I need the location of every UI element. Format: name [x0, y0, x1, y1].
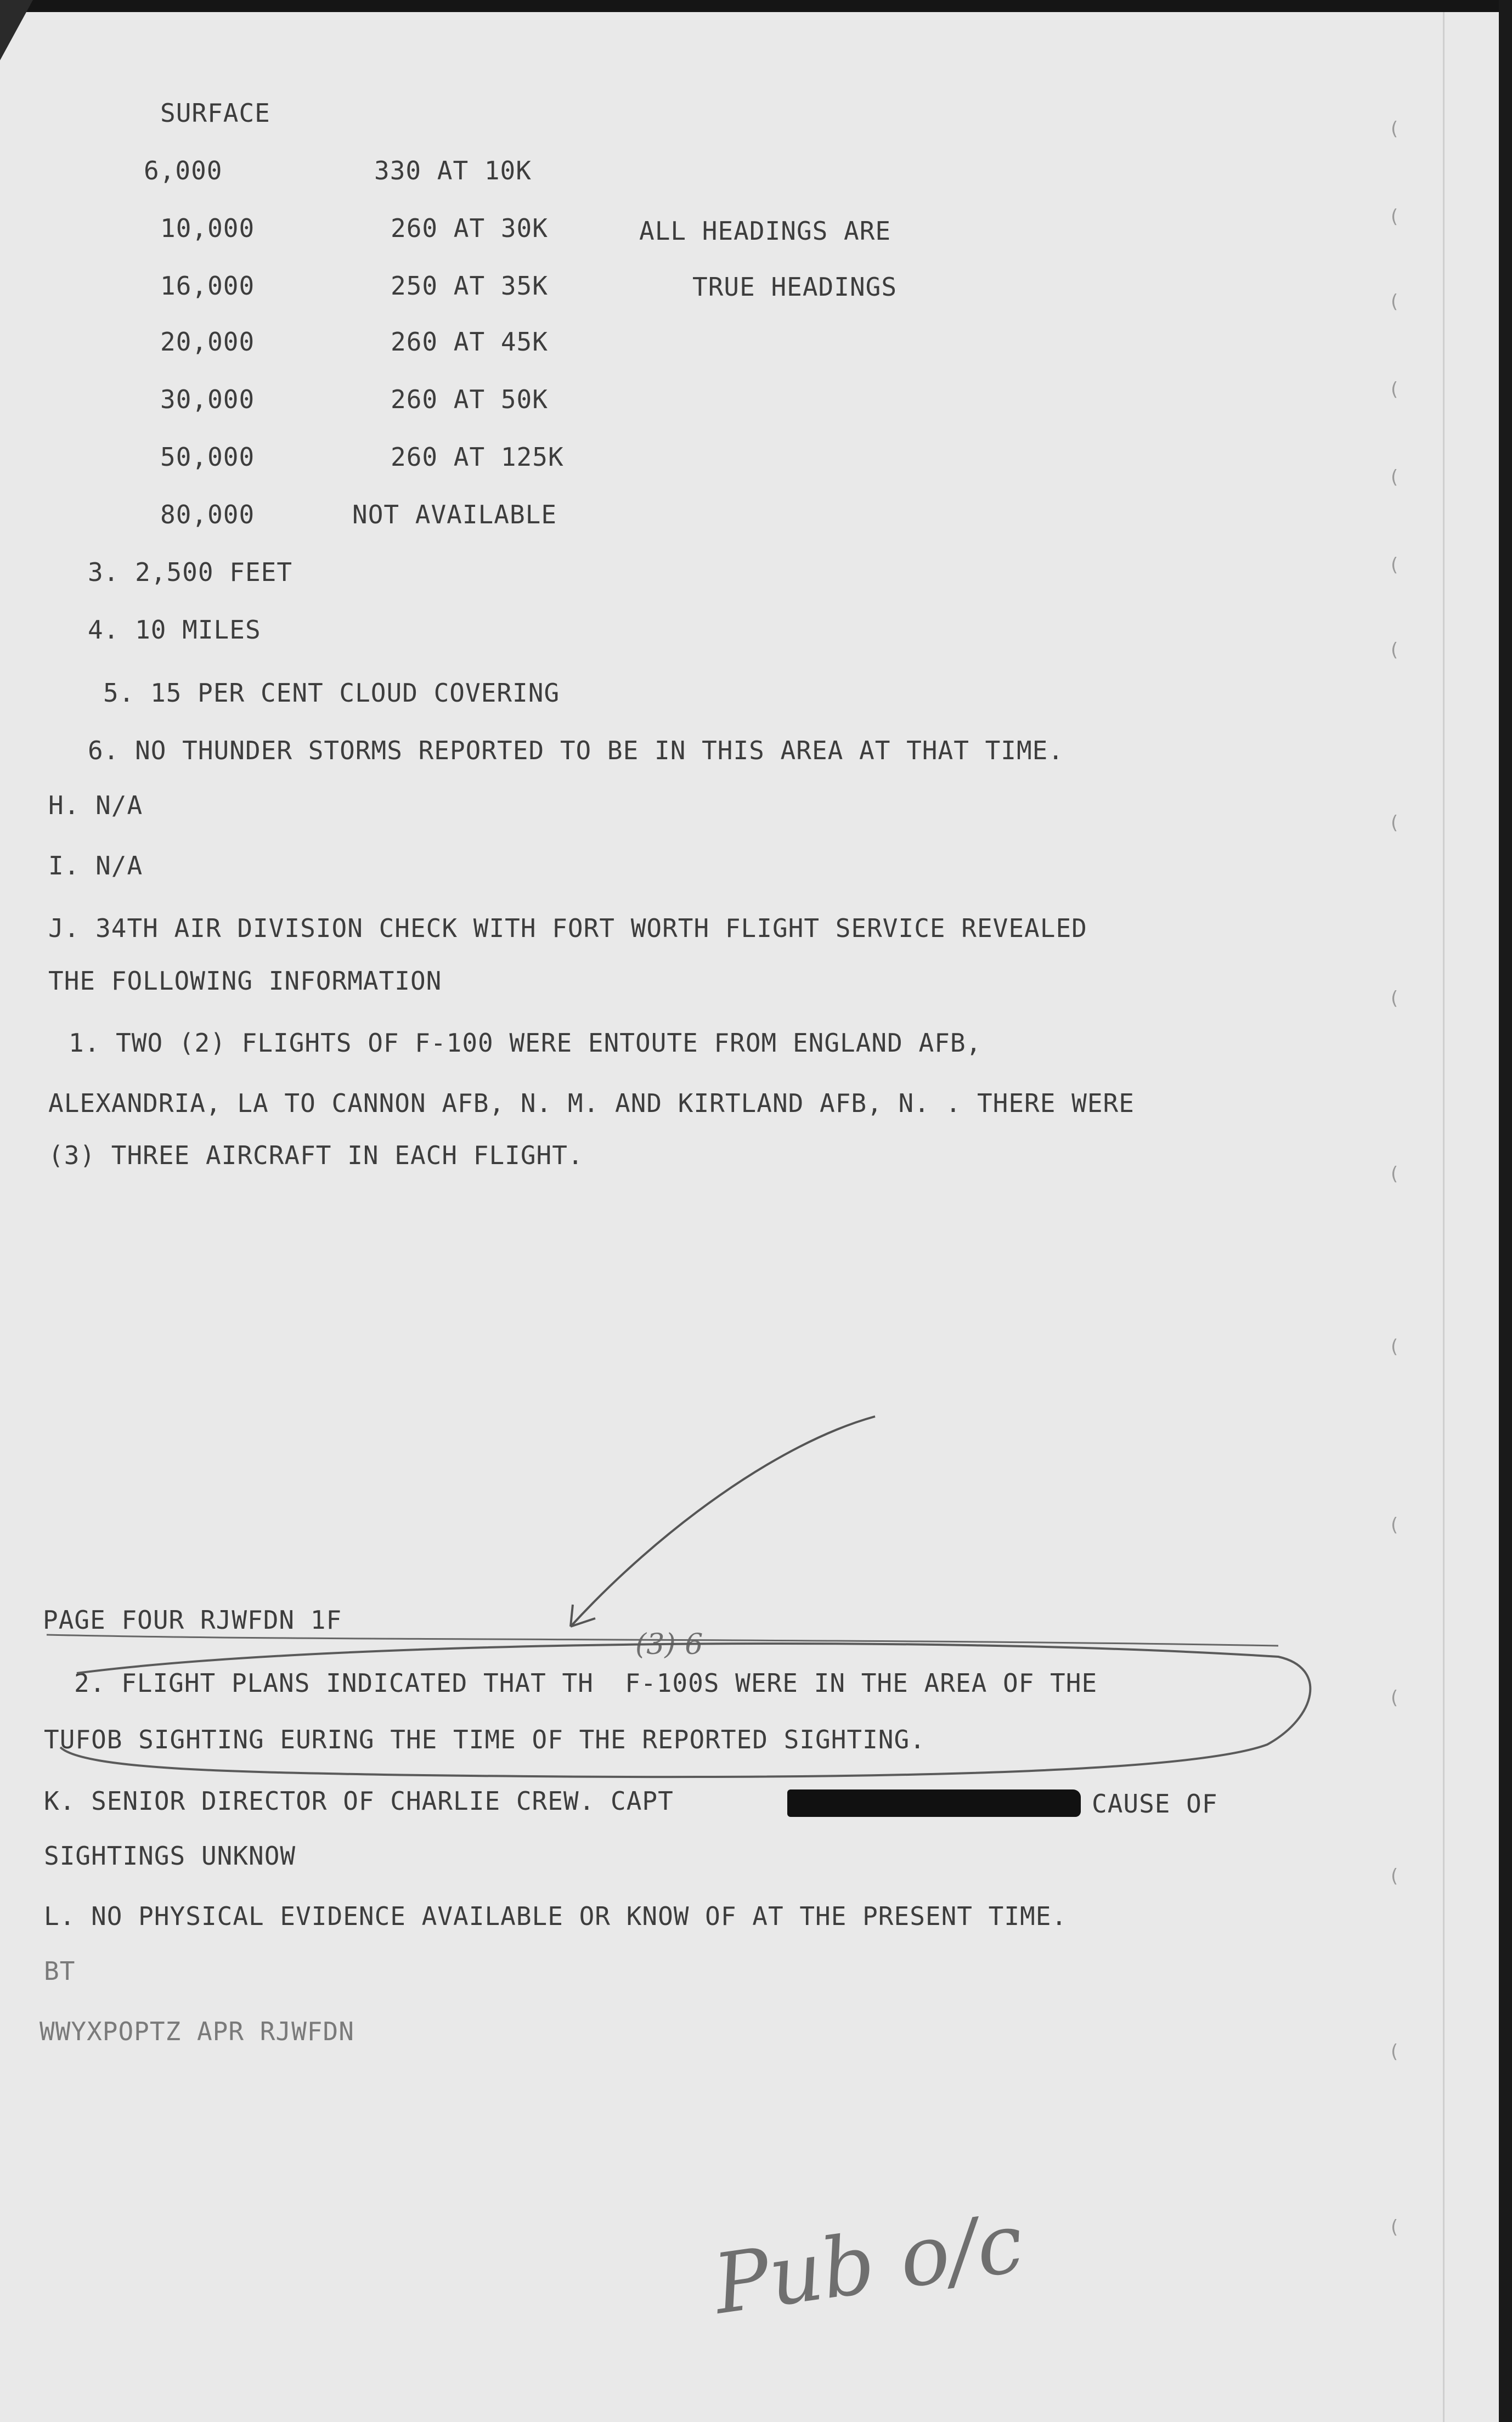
wind-80000: NOT AVAILABLE — [352, 500, 557, 529]
item-6: 6. NO THUNDER STORMS REPORTED TO BE IN THIS AREA AT THAT TIME. — [88, 736, 1064, 765]
item-5: 5. 15 PER CENT CLOUD COVERING — [103, 678, 560, 708]
altitude-20000: 20,000 — [160, 327, 255, 357]
item-4: 4. 10 MILES — [88, 615, 261, 645]
ellipse-stroke — [60, 1644, 1310, 1777]
wind-16000: 250 AT 35K — [391, 271, 548, 301]
item-j-sub1-line2: ALEXANDRIA, LA TO CANNON AFB, N. M. AND KIRTLAND AFB, N. . THERE WERE — [48, 1088, 1135, 1118]
item-k-line1-before: K. SENIOR DIRECTOR OF CHARLIE CREW. CAPT — [44, 1786, 674, 1816]
margin-mark: ( — [1391, 1865, 1398, 1887]
item-j-sub1-line1: 1. TWO (2) FLIGHTS OF F-100 WERE ENTOUTE FROM ENGLAND AFB, — [69, 1028, 982, 1058]
altitude-50000: 50,000 — [160, 442, 255, 472]
margin-mark: ( — [1391, 291, 1398, 313]
bt-marker: BT — [44, 1956, 76, 1986]
headings-note-line2: TRUE HEADINGS — [692, 272, 898, 302]
margin-mark: ( — [1391, 812, 1398, 834]
margin-mark: ( — [1391, 2041, 1398, 2063]
wind-30000: 260 AT 50K — [391, 385, 548, 414]
item-k-line2: SIGHTINGS UNKNOW — [44, 1841, 296, 1871]
altitude-80000: 80,000 — [160, 500, 255, 529]
circled-line1: 2. FLIGHT PLANS INDICATED THAT TH F-100S WERE IN THE AREA OF THE — [74, 1668, 1098, 1698]
wind-20000: 260 AT 45K — [391, 327, 548, 357]
margin-mark: ( — [1391, 206, 1398, 228]
footer-routing: WWYXPOPTZ APR RJWFDN — [40, 2017, 354, 2046]
margin-mark: ( — [1391, 639, 1398, 661]
page-header: PAGE FOUR RJWFDN 1F — [43, 1605, 342, 1635]
item-l: L. NO PHYSICAL EVIDENCE AVAILABLE OR KNOW OF AT THE PRESENT TIME. — [44, 1901, 1068, 1931]
item-j-line2: THE FOLLOWING INFORMATION — [48, 966, 442, 996]
handwritten-correction: (3) 6 — [635, 1628, 703, 1661]
wind-50000: 260 AT 125K — [391, 442, 564, 472]
headings-note-line1: ALL HEADINGS ARE — [639, 216, 892, 246]
item-3: 3. 2,500 FEET — [88, 557, 293, 587]
margin-mark: ( — [1391, 1163, 1398, 1185]
altitude-6000: 6,000 — [144, 156, 223, 185]
margin-mark: ( — [1391, 2216, 1398, 2238]
margin-mark: ( — [1391, 554, 1398, 576]
margin-mark: ( — [1391, 1687, 1398, 1709]
wind-6000: 330 AT 10K — [374, 156, 532, 185]
margin-mark: ( — [1391, 1336, 1398, 1358]
margin-mark: ( — [1391, 987, 1398, 1009]
circled-line2: TUFOB SIGHTING EURING THE TIME OF THE REPORTED SIGHTING. — [44, 1725, 926, 1754]
handwritten-signature: Pub o/c — [708, 2195, 1029, 2333]
item-k-line1-after: CAUSE OF — [1092, 1789, 1218, 1819]
surface-heading: SURFACE — [160, 98, 270, 128]
margin-mark: ( — [1391, 1514, 1398, 1536]
arrow-stroke — [571, 1416, 875, 1627]
item-i: I. N/A — [48, 851, 143, 880]
item-h: H. N/A — [48, 791, 143, 820]
altitude-10000: 10,000 — [160, 213, 255, 243]
altitude-16000: 16,000 — [160, 271, 255, 301]
margin-mark: ( — [1391, 466, 1398, 488]
wind-10000: 260 AT 30K — [391, 213, 548, 243]
margin-mark: ( — [1391, 118, 1398, 140]
margin-mark: ( — [1391, 379, 1398, 400]
altitude-30000: 30,000 — [160, 385, 255, 414]
item-j-line1: J. 34TH AIR DIVISION CHECK WITH FORT WORTH FLIGHT SERVICE REVEALED — [48, 913, 1087, 943]
item-j-sub1-line3: (3) THREE AIRCRAFT IN EACH FLIGHT. — [48, 1141, 584, 1170]
